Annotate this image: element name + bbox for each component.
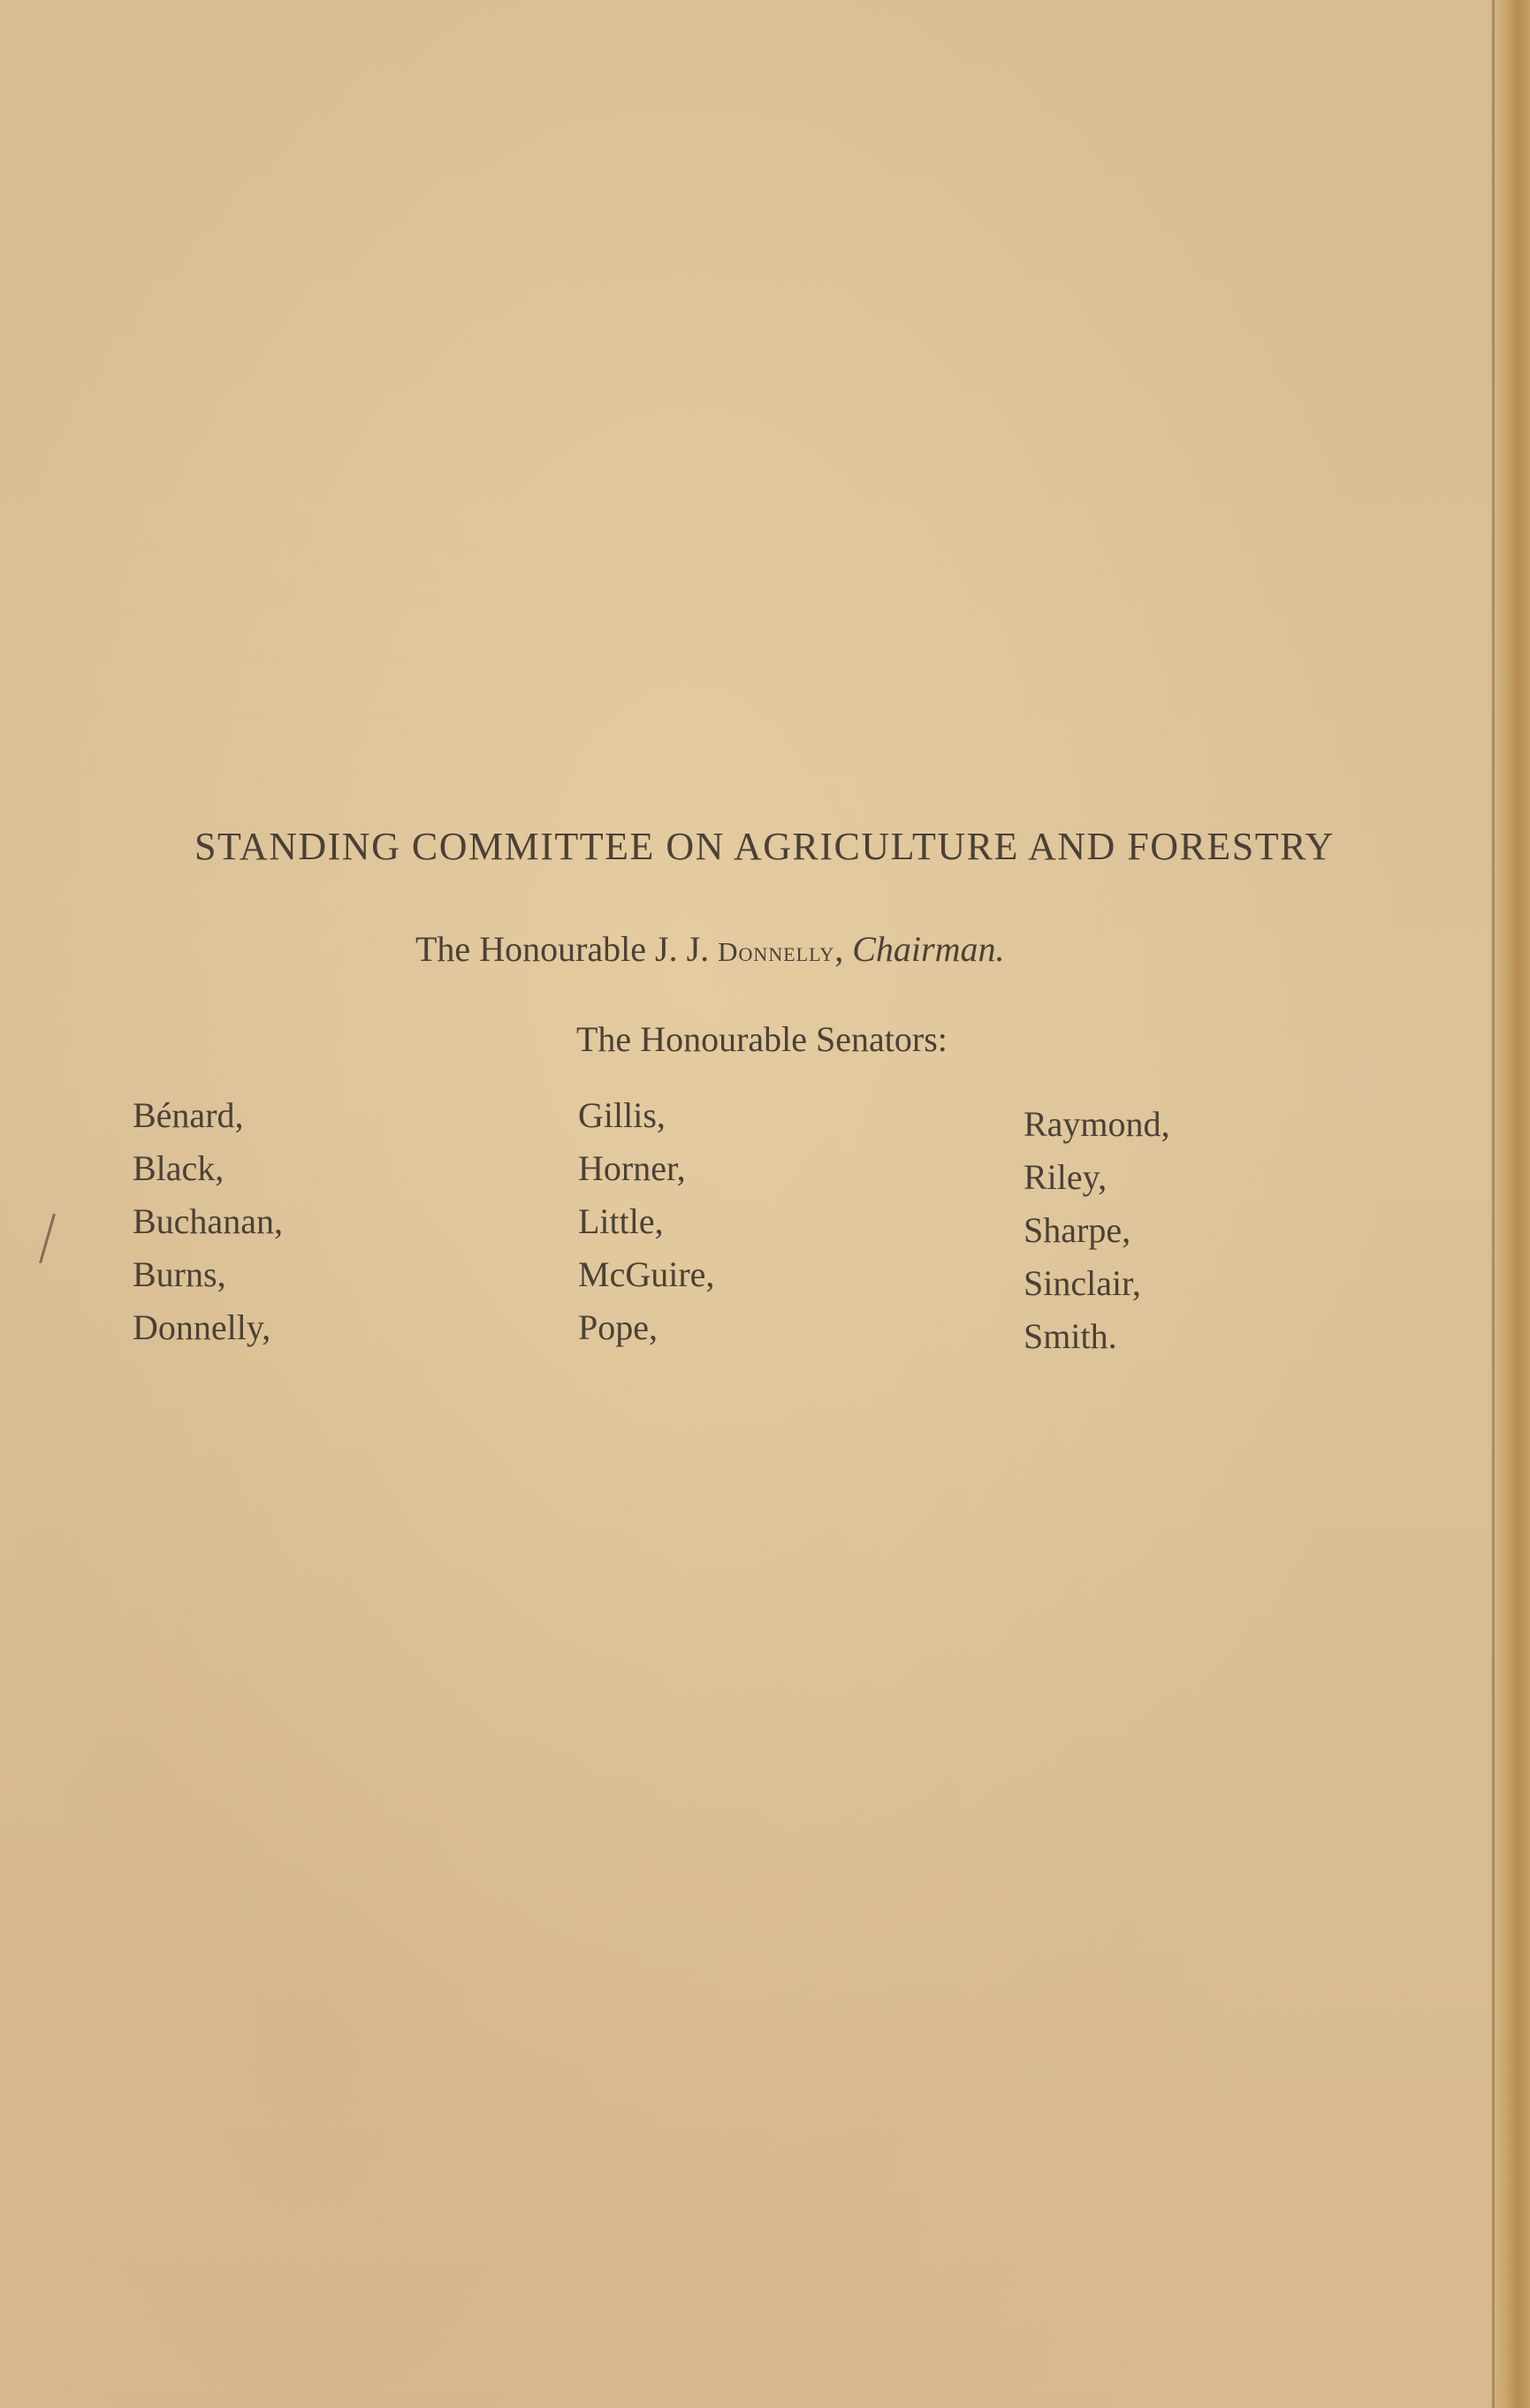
senators-column-3 — [1024, 1098, 1170, 1363]
pencil-margin-mark — [39, 1214, 56, 1264]
senator-name: Little, — [578, 1201, 664, 1241]
senator-name: Pope, — [578, 1307, 658, 1347]
senator-name: Donnelly, — [133, 1307, 271, 1347]
senator-name: Sinclair, — [1024, 1263, 1141, 1303]
senator-name: Smith. — [1024, 1316, 1117, 1356]
chairman-line — [415, 928, 1004, 970]
page-edge-line — [1492, 0, 1495, 2408]
senator-name: Black, — [133, 1148, 225, 1188]
senators-column-2 — [578, 1089, 714, 1354]
senators-column-1 — [133, 1089, 283, 1354]
senator-name: Buchanan, — [133, 1201, 283, 1241]
chairman-prefix: The Honourable J. J. — [415, 929, 719, 969]
senator-name: McGuire, — [578, 1254, 715, 1294]
senator-name: Sharpe, — [1024, 1210, 1131, 1250]
committee-heading: STANDING COMMITTEE ON AGRICULTURE AND FORESTRY — [194, 825, 1335, 868]
senators-label: The Honourable Senators: — [576, 1019, 948, 1059]
senator-name: Bénard, — [133, 1095, 244, 1135]
senator-name: Gillis, — [578, 1095, 666, 1135]
senator-name: Raymond, — [1024, 1104, 1170, 1144]
chairman-name: Donnelly — [718, 936, 835, 967]
senator-name: Horner, — [578, 1148, 686, 1188]
chairman-role: Chairman. — [852, 929, 1005, 969]
senator-name: Riley, — [1024, 1157, 1108, 1197]
chairman-separator: , — [834, 929, 853, 969]
senator-name: Burns, — [133, 1254, 226, 1294]
